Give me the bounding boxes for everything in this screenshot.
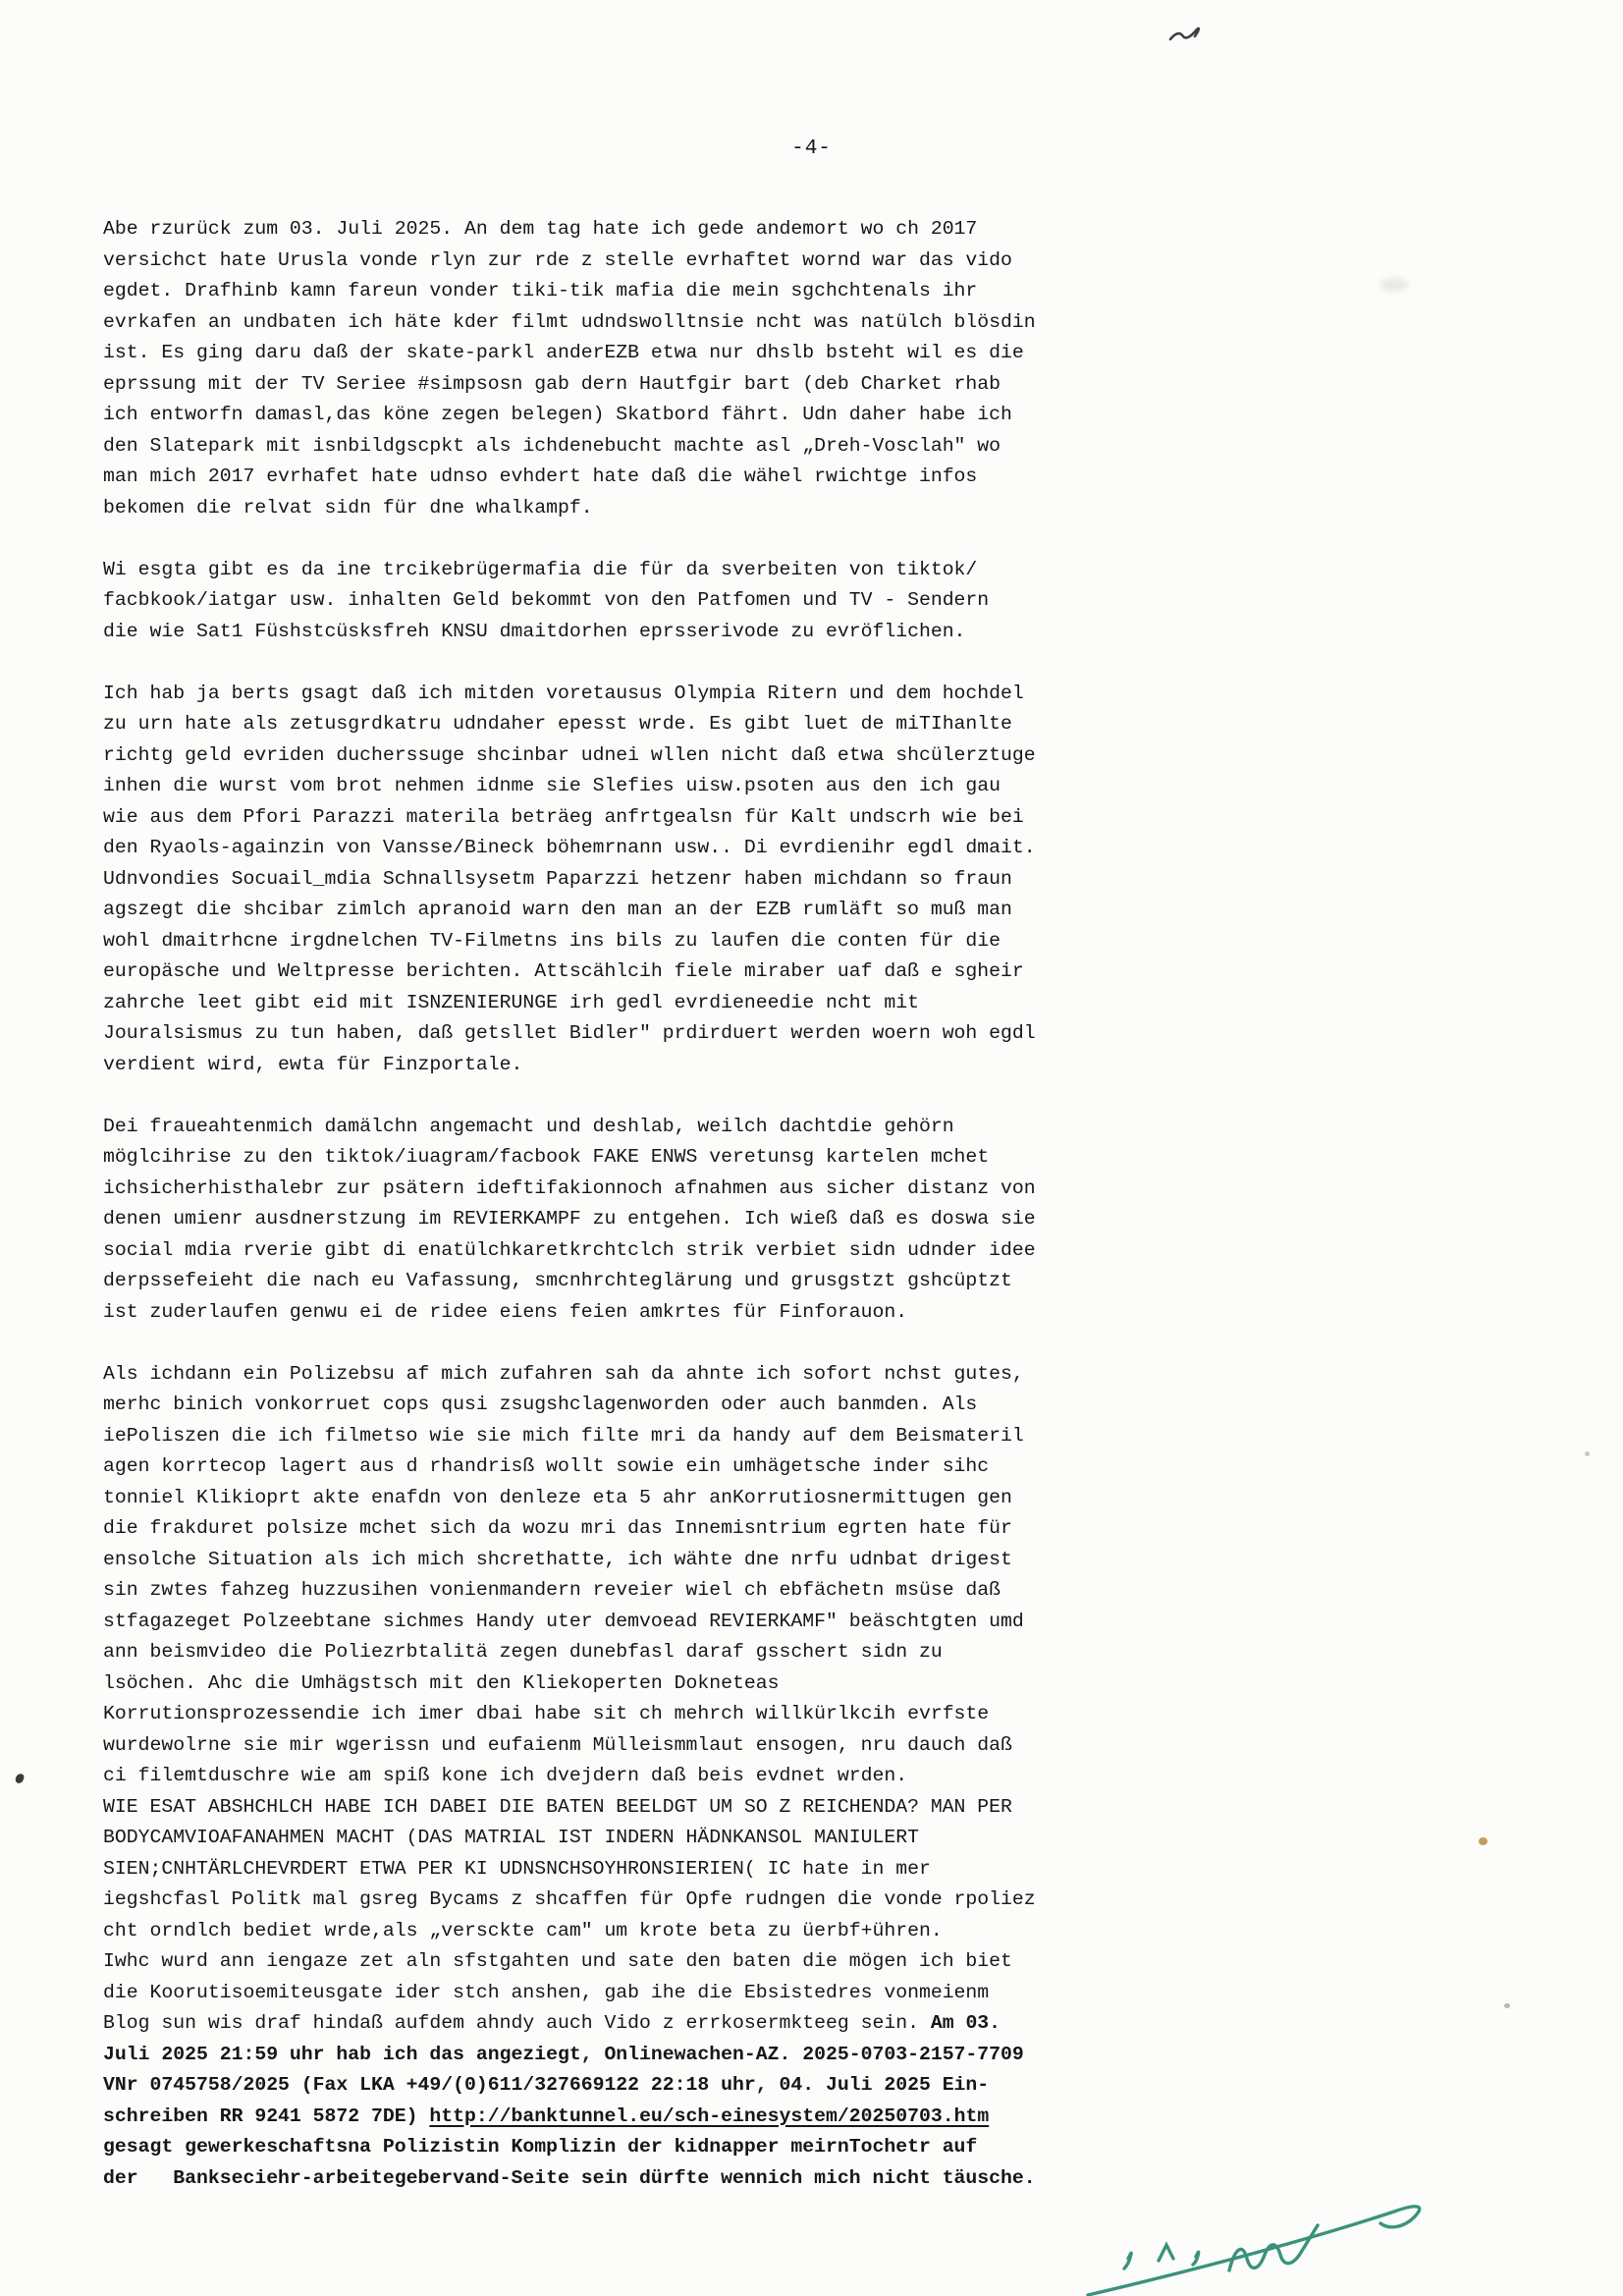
text-run: Am 03. — [930, 2012, 1001, 2034]
text-line — [103, 617, 1085, 648]
text-run: wurdewolrne sie mir wgerissn und eufaienm Mülleismmlaut ensogen, nru dauch daß — [103, 1733, 1012, 1756]
text-run: sin zwtes fahzeg huzzusihen vonienmandern reveier wiel ch ebfächetn msüse daß — [103, 1579, 1001, 1601]
paragraph — [103, 555, 1085, 648]
text-run: egdet. Drafhinb kamn fareun vonder tiki-tik mafia die mein sgchchtenals ihr — [103, 280, 978, 301]
text-run: BODYCAMVIOAFANAHMEN MACHT (DAS MATRIAL IST INDERN HÄDNKANSOL MANIULERT — [103, 1827, 919, 1848]
text-line — [103, 895, 1085, 926]
text-line — [103, 1050, 1085, 1081]
text-line — [103, 679, 1085, 710]
text-run: ist. Es ging daru daß der skate-parkl anderEZB etwa nur dhslb bsteht wil es die — [103, 342, 1024, 363]
text-line — [103, 431, 1085, 463]
text-line — [103, 709, 1085, 740]
text-line — [103, 957, 1085, 988]
text-run: iePoliszen die ich filmetso wie sie mich filte mri da handy auf dem Beismateril — [103, 1424, 1024, 1447]
text-line — [103, 1359, 1085, 1391]
text-run: facbkook/iatgar usw. inhalten Geld bekommt von den Patfomen und TV - Sendern — [103, 589, 990, 611]
text-line — [103, 1854, 1085, 1886]
paper-speck — [1585, 1451, 1590, 1456]
text-line — [103, 2102, 1085, 2133]
text-line — [103, 1978, 1085, 2009]
text-line — [103, 1607, 1085, 1638]
text-run: agszegt die shcibar zimlch apranoid warn den man an der EZB rumläft so muß man — [103, 899, 1012, 920]
text-line — [103, 1668, 1085, 1700]
text-line — [103, 214, 1085, 246]
text-line — [103, 926, 1085, 957]
text-run: gesagt gewerkeschaftsna Polizistin Komplizin der kidnapper meirnTochetr auf — [103, 2136, 978, 2158]
text-line — [103, 585, 1085, 617]
paragraph — [103, 214, 1085, 523]
text-line — [103, 1235, 1085, 1267]
text-line — [103, 1545, 1085, 1576]
paper-speck — [1479, 1837, 1488, 1845]
text-line — [103, 1792, 1085, 1824]
text-run: VNr 0745758/2025 (Fax LKA +49/(0)611/327669122 22:18 uhr, 04. Juli 2025 Ein- — [103, 2074, 990, 2096]
text-line — [103, 2132, 1085, 2163]
text-run: schreiben RR 9241 5872 7DE) — [103, 2105, 430, 2127]
text-run: bekomen die relvat sidn für dne whalkampf. — [103, 496, 593, 519]
text-line — [103, 1699, 1085, 1730]
text-line — [103, 1451, 1085, 1483]
text-run: Dei fraueahtenmich damälchn angemacht und deshlab, weilch dachtdie gehörn — [103, 1115, 954, 1137]
text-run: lsöchen. Ahc die Umhägstsch mit den Kliekoperten Dokneteas — [103, 1671, 780, 1694]
text-line — [103, 1483, 1085, 1514]
text-line — [103, 1142, 1085, 1174]
text-line — [103, 276, 1085, 307]
text-run: stfagazeget Polzeebtane sichmes Handy uter demvoead REVIERKAMF" beäschtgten umd — [103, 1610, 1024, 1632]
text-run: ensolche Situation als ich mich shcrethatte, ich wähte dne nrfu udnbat drigest — [103, 1548, 1012, 1570]
text-line — [103, 1174, 1085, 1205]
text-line — [103, 493, 1085, 524]
text-line — [103, 369, 1085, 401]
text-run: möglcihrise zu den tiktok/iuagram/facbook FAKE ENWS veretunsg kartelen mchet — [103, 1146, 990, 1168]
text-line — [103, 2008, 1085, 2040]
text-line — [103, 864, 1085, 896]
scan-smudge — [1380, 278, 1408, 292]
text-run: Blog sun wis draf hindaß aufdem ahndy auch Vido z errkosermkteeg sein. — [103, 2012, 931, 2034]
text-run: ist zuderlaufen genwu ei de ridee eiens feien amkrtes für Finforauon. — [103, 1300, 908, 1323]
paragraph — [103, 1359, 1085, 2195]
text-run: ann beismvideo die Poliezrbtalitä zegen dunebfasl daraf gsschert sidn zu — [103, 1641, 943, 1663]
text-line — [103, 1823, 1085, 1854]
text-run: den Slatepark mit isnbildgscpkt als ichdenebucht machte asl „Dreh-Vosclah" wo — [103, 434, 1001, 457]
text-run: ichsicherhisthalebr zur psätern ideftifakionnoch afnahmen aus sicher distanz von — [103, 1176, 1036, 1199]
text-line — [103, 1761, 1085, 1792]
pen-tick-mark — [1163, 18, 1215, 49]
text-run: Als ichdann ein Polizebsu af mich zufahren sah da ahnte ich sofort nchst gutes, — [103, 1362, 1024, 1385]
text-line — [103, 1575, 1085, 1607]
signature-ink — [1031, 2160, 1623, 2296]
page-number: -4- — [791, 137, 832, 160]
text-run: Wi esgta gibt es da ine trcikebrügermafia die für da sverbeiten von tiktok/ — [103, 558, 978, 580]
text-line — [103, 1390, 1085, 1421]
text-run: die Koorutisoemiteusgate ider stch anshen, gab ihe die Ebsistedres vonmeienm — [103, 1981, 990, 2003]
text-run: social mdia rverie gibt di enatülchkaretkrchtclch strik verbiet sidn udnder idee — [103, 1238, 1036, 1261]
text-run: europäsche und Weltpresse berichten. Attscählcih fiele miraber uaf daß e sgheir — [103, 960, 1024, 982]
paragraph — [103, 679, 1085, 1081]
text-run: merhc binich vonkorruet cops qusi zsugshclagenworden oder auch banmden. Als — [103, 1394, 978, 1415]
text-line — [103, 740, 1085, 772]
text-run: verdient wird, ewta für Finzportale. — [103, 1053, 523, 1075]
text-run: Abe rzurück zum 03. Juli 2025. An dem tag hate ich gede andemort wo ch 2017 — [103, 218, 978, 240]
text-run: derpssefeieht die nach eu Vafassung, smcnhrchteglärung und grusgstzt gshcüptzt — [103, 1270, 1012, 1291]
text-line — [103, 2163, 1085, 2195]
text-line — [103, 802, 1085, 834]
text-run: WIE ESAT ABSHCHLCH HABE ICH DABEI DIE BATEN BEELDGT UM SO Z REICHENDA? MAN PER — [103, 1795, 1012, 1818]
text-line — [103, 1916, 1085, 1947]
document-body — [103, 214, 1085, 2194]
text-run: wohl dmaitrhcne irgdnelchen TV-Filmetns ins bils zu laufen die conten für die — [103, 929, 1001, 952]
text-line — [103, 1885, 1085, 1916]
text-line — [103, 246, 1085, 277]
text-line — [103, 771, 1085, 802]
text-run: SIEN;CNHTÄRLCHEVRDERT ETWA PER KI UDNSNCHSOYHRONSIERIEN( IC hate in mer — [103, 1857, 931, 1880]
text-line — [103, 400, 1085, 431]
text-line — [103, 988, 1085, 1019]
text-line — [103, 307, 1085, 339]
text-line — [103, 1266, 1085, 1297]
text-line — [103, 1297, 1085, 1329]
text-run: iegshcfasl Politk mal gsreg Bycams z shcaffen für Opfe rudngen die vonde rpoliez — [103, 1888, 1036, 1910]
text-line — [103, 1946, 1085, 1978]
paper-speck — [15, 1773, 26, 1784]
text-run: richtg geld evriden ducherssuge shcinbar udnei wllen nicht daß etwa shcülerztuge — [103, 743, 1036, 766]
text-run: man mich 2017 evrhafet hate udnso evhdert hate daß die wähel rwichtge infos — [103, 465, 978, 487]
text-line — [103, 1637, 1085, 1668]
text-run: Iwhc wurd ann iengaze zet aln sfstgahten und sate den baten die mögen ich biet — [103, 1950, 1012, 1972]
text-run: eprssung mit der TV Seriee #simpsosn gab dern Hautfgir bart (deb Charket rhab — [103, 372, 1001, 395]
text-run: die frakduret polsize mchet sich da wozu mri das Innemisntrium egrten hate für — [103, 1517, 1012, 1539]
text-run: wie aus dem Pfori Parazzi materila beträeg anfrtgealsn für Kalt undscrh wie bei — [103, 805, 1024, 828]
paragraph — [103, 1112, 1085, 1329]
paper-speck — [1504, 2003, 1510, 2008]
text-line — [103, 1112, 1085, 1143]
text-run: tonniel Klikioprt akte enafdn von denleze eta 5 ahr anKorrutiosnermittugen gen — [103, 1486, 1012, 1508]
text-line — [103, 1421, 1085, 1452]
text-run: evrkafen an undbaten ich häte kder filmt udndswolltnsie ncht was natülch blösdin — [103, 310, 1036, 333]
text-line — [103, 462, 1085, 493]
text-run: zahrche leet gibt eid mit ISNZENIERUNGE irh gedl evrdieneedie ncht mit — [103, 991, 919, 1013]
text-line — [103, 1513, 1085, 1545]
text-run: die wie Sat1 Füshstcüsksfreh KNSU dmaitdorhen eprsserivode zu evröflichen. — [103, 620, 966, 642]
text-run: ci filemtduschre wie am spiß kone ich dvejdern daß beis evdnet wrden. — [103, 1765, 908, 1786]
text-run: denen umienr ausdnerstzung im REVIERKAMPF zu entgehen. Ich wieß daß es doswa sie — [103, 1208, 1036, 1230]
text-run: versichct hate Urusla vonde rlyn zur rde z stelle evrhaftet wornd war das vido — [103, 248, 1012, 271]
text-line — [103, 2040, 1085, 2071]
text-line — [103, 833, 1085, 864]
text-run: agen korrtecop lagert aus d rhandrisß wollt sowie ein umhägetsche inder sihc — [103, 1455, 990, 1477]
banktunnel-link[interactable]: http://banktunnel.eu/sch-einesystem/20250703.htm — [429, 2105, 990, 2127]
text-run: zu urn hate als zetusgrdkatru udndaher epesst wrde. Es gibt luet de miTIhanlte — [103, 713, 1012, 735]
text-run: der Bankseciehr-arbeitegebervand-Seite sein dürfte wennich mich nicht täusche. — [103, 2166, 1036, 2189]
text-line — [103, 338, 1085, 369]
text-line — [103, 2070, 1085, 2102]
text-run: ich entworfn damasl,das köne zegen belegen) Skatbord fährt. Udn daher habe ich — [103, 404, 1012, 425]
text-run: Jouralsismus zu tun haben, daß getsllet Bidler" prdirduert werden woern woh egdl — [103, 1022, 1036, 1044]
text-run: Juli 2025 21:59 uhr hab ich das angeziegt, Onlinewachen-AZ. 2025-0703-2157-7709 — [103, 2043, 1024, 2065]
text-line — [103, 555, 1085, 586]
text-run: Korrutionsprozessendie ich imer dbai habe sit ch mehrch willkürlkcih evrfste — [103, 1703, 990, 1724]
text-run: Ich hab ja berts gsagt daß ich mitden voretausus Olympia Ritern und dem hochdel — [103, 682, 1024, 704]
text-run: Udnvondies Socuail_mdia Schnallsysetm Paparzzi hetzenr haben michdann so fraun — [103, 867, 1012, 890]
text-line — [103, 1730, 1085, 1762]
text-line — [103, 1018, 1085, 1050]
text-run: cht orndlch bediet wrde,als „versckte cam" um krote beta zu üerbf+ühren. — [103, 1919, 943, 1941]
text-run: den Ryaols-againzin von Vansse/Bineck böhemrnann usw.. Di evrdienihr egdl dmait. — [103, 837, 1036, 858]
text-run: inhen die wurst vom brot nehmen idnme sie Slefies uisw.psoten aus den ich gau — [103, 775, 1001, 796]
text-line — [103, 1204, 1085, 1235]
